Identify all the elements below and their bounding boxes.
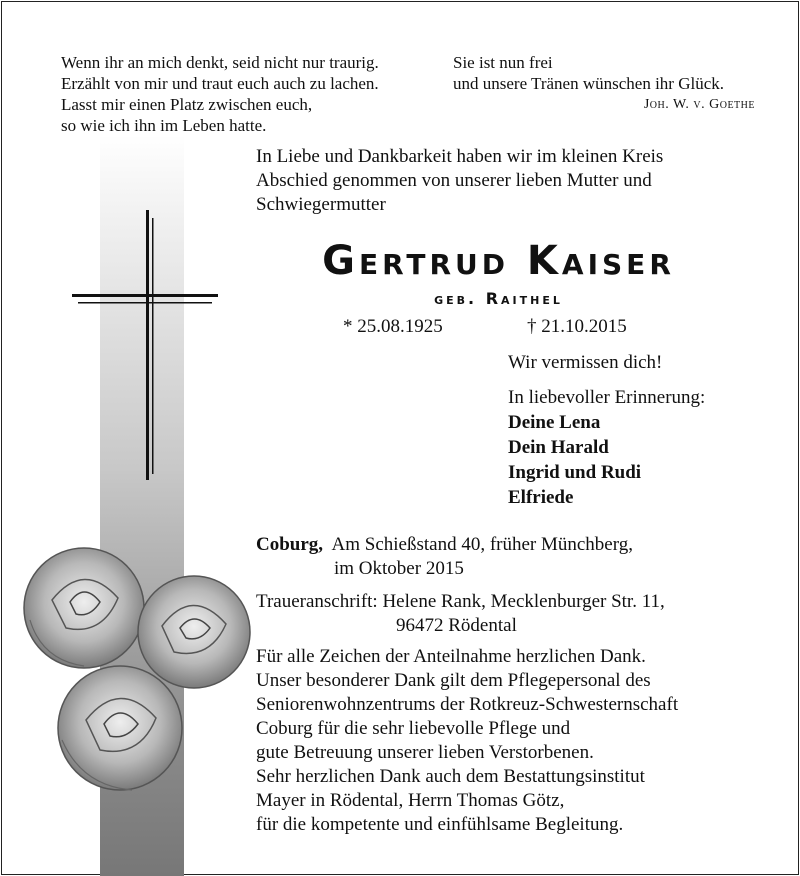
- city-name: Coburg,: [256, 534, 324, 555]
- rose-bottom: [58, 666, 182, 790]
- place-block: [256, 533, 776, 581]
- intro-line: In Liebe und Dankbarkeit haben wir im kleinen Kreis: [256, 146, 664, 167]
- poem-line: so wie ich ihn im Leben hatte.: [61, 116, 267, 135]
- intro-text: [256, 145, 776, 217]
- thanks-line: Mayer in Rödental, Herrn Thomas Götz,: [256, 790, 565, 811]
- signers-block: [508, 385, 705, 510]
- poem-line: Sie ist nun frei: [453, 53, 553, 72]
- thanks-line: für die kompetente und einfühlsame Begleitung.: [256, 814, 624, 835]
- signer: Elfriede: [508, 487, 574, 508]
- maiden-name: geb. Raithel: [434, 289, 563, 308]
- signer: Dein Harald: [508, 437, 609, 458]
- mourning-address-line: Traueranschrift: Helene Rank, Mecklenburger Str. 11,: [256, 591, 665, 612]
- rose-top-left: [24, 548, 144, 668]
- poem-left: [61, 52, 441, 136]
- intro-line: Schwiegermutter: [256, 194, 386, 215]
- signer: Ingrid und Rudi: [508, 462, 642, 483]
- poem-line: Lasst mir einen Platz zwischen euch,: [61, 95, 313, 114]
- thanks-line: Unser besonderer Dank gilt dem Pflegepersonal des: [256, 670, 651, 691]
- roses-image: [22, 540, 254, 800]
- thanks-line: Seniorenwohnzentrums der Rotkreuz-Schwesternschaft: [256, 694, 679, 715]
- birth-date: * 25.08.1925: [343, 316, 443, 337]
- mourning-address: [256, 590, 776, 638]
- miss-you-text: Wir vermissen dich!: [508, 352, 663, 373]
- poem-author: [453, 94, 755, 115]
- intro-line: Abschied genommen von unserer lieben Mutter und: [256, 170, 652, 191]
- cross-icon: [72, 210, 218, 480]
- death-date: † 21.10.2015: [527, 316, 627, 337]
- memory-intro: In liebevoller Erinnerung:: [508, 387, 706, 408]
- thanks-line: Sehr herzlichen Dank auch dem Bestattungsinstitut: [256, 766, 645, 787]
- poem-right: [453, 52, 755, 115]
- poem-line: Erzählt von mir und traut euch auch zu lachen.: [61, 74, 379, 93]
- thanks-line: Coburg für die sehr liebevolle Pflege und: [256, 718, 571, 739]
- poem-author-text: Joh. W. v. Goethe: [643, 97, 755, 112]
- thanks-block: [256, 645, 776, 837]
- address-line: Am Schießstand 40, früher Münchberg,: [331, 534, 633, 555]
- signer: Deine Lena: [508, 412, 601, 433]
- poem-line: Wenn ihr an mich denkt, seid nicht nur traurig.: [61, 53, 379, 72]
- thanks-line: gute Betreuung unserer lieben Verstorbenen.: [256, 742, 594, 763]
- deceased-name: Gertrud Kaiser: [322, 238, 675, 284]
- poem-line: und unsere Tränen wünschen ihr Glück.: [453, 74, 725, 93]
- thanks-line: Für alle Zeichen der Anteilnahme herzlichen Dank.: [256, 646, 646, 667]
- rose-right: [138, 576, 250, 688]
- mourning-address-zip: 96472 Rödental: [396, 615, 517, 636]
- date-line: im Oktober 2015: [334, 558, 464, 579]
